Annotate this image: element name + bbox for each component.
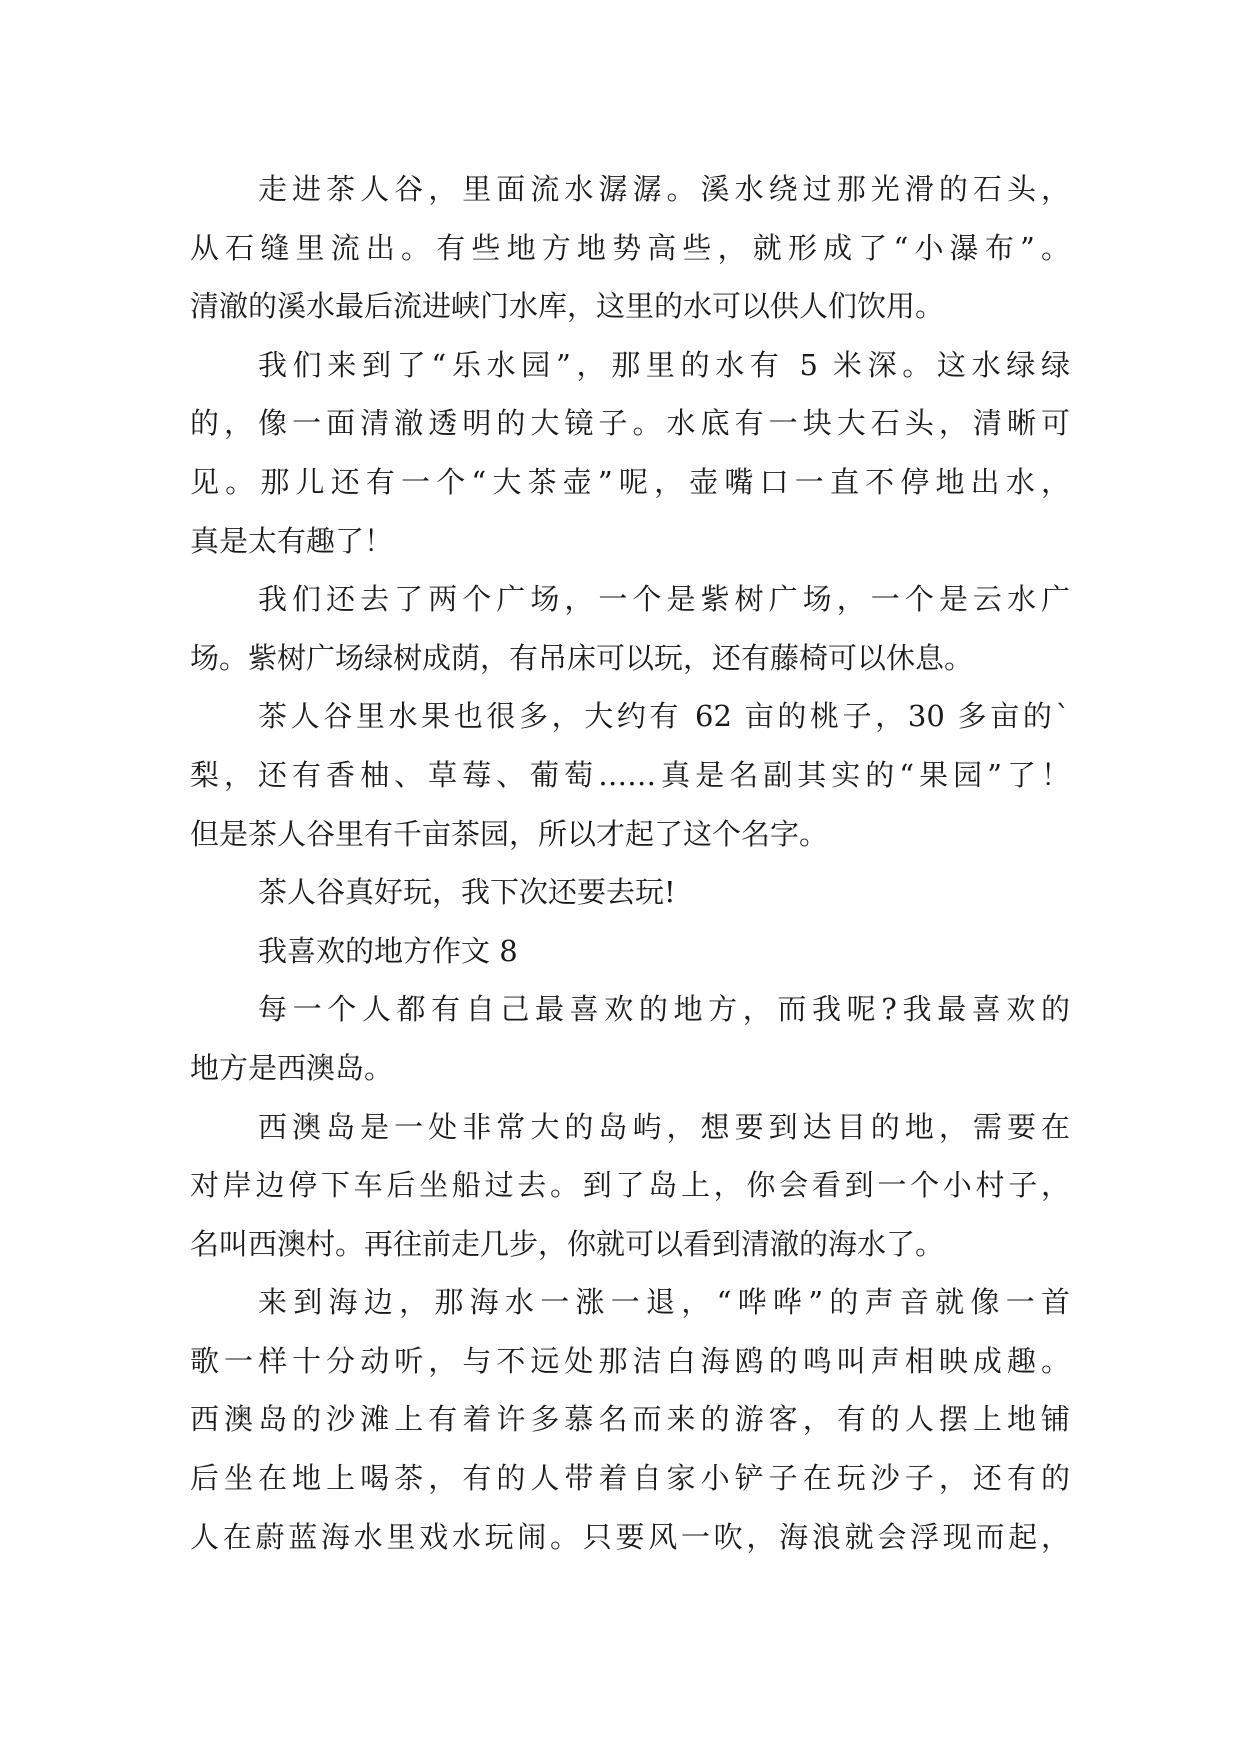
text-line: 茶人谷里水果也很多，大约有 62 亩的桃子，30 多亩的` (258, 699, 1070, 734)
text-line: 走进茶人谷，里面流水潺潺。溪水绕过那光滑的石头， (258, 172, 1070, 206)
text-line: 西澳岛是一处非常大的岛屿，想要到达目的地，需要在 (258, 1109, 1070, 1144)
text-line: 后坐在地上喝茶，有的人带着自家小铲子在玩沙子，还有的 (190, 1461, 1070, 1496)
text-line: 真是太有趣了！ (190, 523, 394, 558)
text-line: 梨，还有香柚、草莓、葡萄……真是名副其实的“果园”了！ (190, 757, 1070, 792)
text-line: 地方是西澳岛。 (190, 1050, 394, 1085)
text-line: 名叫西澳村。再往前走几步，你就可以看到清澈的海水了。 (190, 1226, 945, 1261)
text-line: 我喜欢的地方作文 8 (258, 933, 518, 968)
text-line: 对岸边停下车后坐船过去。到了岛上，你会看到一个小村子， (190, 1168, 1070, 1203)
body-text (190, 160, 1070, 1566)
text-line: 我们还去了两个广场，一个是紫树广场，一个是云水广 (258, 582, 1070, 617)
text-line: 场。紫树广场绿树成荫，有吊床可以玩，还有藤椅可以休息。 (190, 640, 974, 675)
text-line: 西澳岛的沙滩上有着许多慕名而来的游客，有的人摆上地铺 (190, 1402, 1070, 1437)
text-line: 我们来到了“乐水园”，那里的水有 5 米深。这水绿绿 (258, 347, 1070, 382)
text-line: 歌一样十分动听，与不远处那洁白海鸥的鸣叫声相映成趣。 (190, 1343, 1070, 1378)
text-line: 但是茶人谷里有千亩茶园，所以才起了这个名字。 (190, 816, 829, 851)
text-line: 的，像一面清澈透明的大镜子。水底有一块大石头，清晰可 (190, 406, 1070, 441)
text-line: 每一个人都有自己最喜欢的地方，而我呢?我最喜欢的 (258, 992, 1070, 1027)
text-line: 人在蔚蓝海水里戏水玩闹。只要风一吹，海浪就会浮现而起， (190, 1519, 1070, 1554)
text-line: 从石缝里流出。有些地方地势高些，就形成了“小瀑布”。 (190, 230, 1070, 265)
text-line: 来到海边，那海水一涨一退，“哗哗”的声音就像一首 (258, 1285, 1070, 1320)
text-line: 茶人谷真好玩，我下次还要去玩! (258, 875, 676, 910)
text-line: 见。那儿还有一个“大茶壶”呢，壶嘴口一直不停地出水， (190, 464, 1070, 499)
text-line: 清澈的溪水最后流进峡门水库，这里的水可以供人们饮用。 (190, 289, 945, 324)
